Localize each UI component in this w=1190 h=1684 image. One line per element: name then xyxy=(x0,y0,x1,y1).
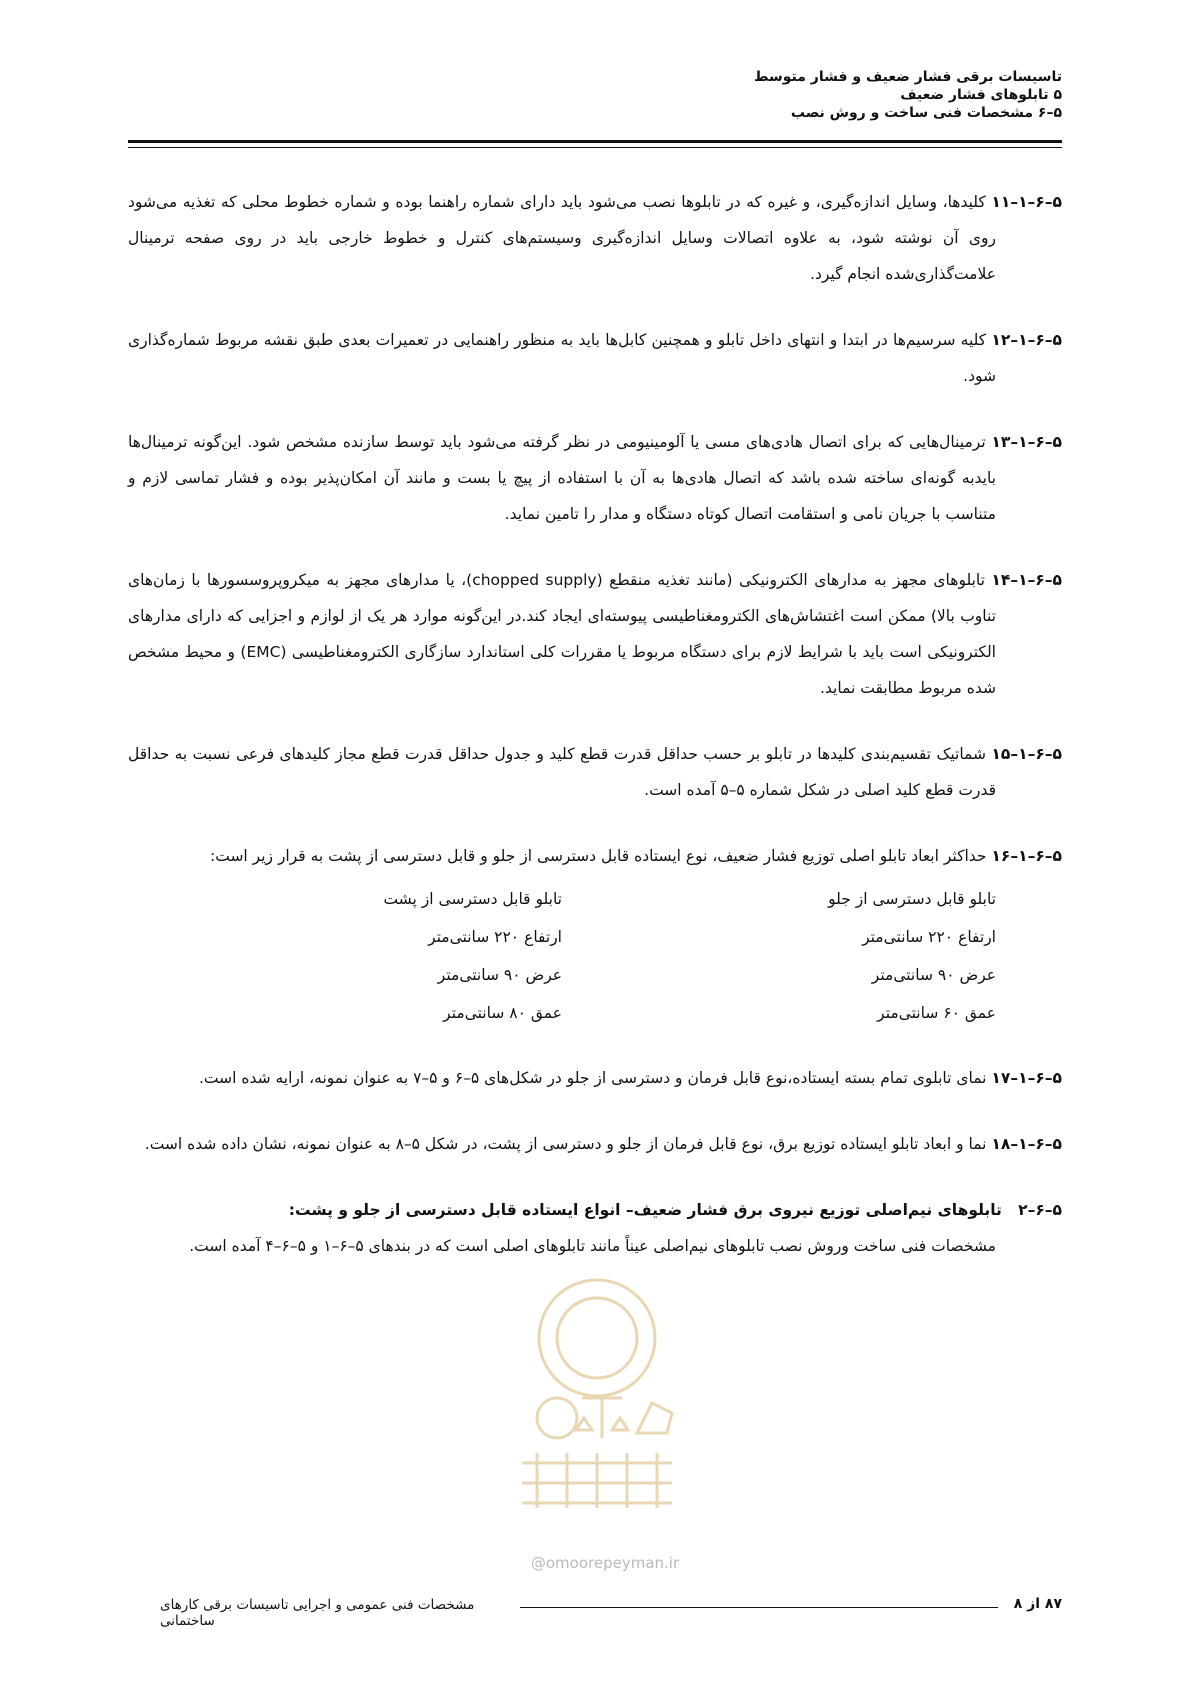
clause-text: ترمینال‌هایی که برای اتصال هادی‌های مسی یا آلومینیومی در نظر گرفته می‌شود باید توسط سازنده مشخص شود. این‌گونه ترمینال‌ها بایدبه گونه‌ای ساخته شده باشد که اتصال هادی‌ها به آن با استفاده از پیچ یا بست و مانند آن امکان‌پذیر بوده و فشار تماسی لازم و متناسب با جریان نامی و استقامت اتصال کوتاه دستگاه و مدار را تامین نماید. xyxy=(128,433,996,523)
watermark-inner-ring xyxy=(557,1298,637,1378)
clause-number: ۵–۶–۱–۱۷ xyxy=(991,1069,1062,1087)
page-number: ۸۷ از ۸ xyxy=(1013,1596,1062,1612)
footer-rule xyxy=(520,1607,998,1608)
clause-number: ۵–۶–۱–۱۸ xyxy=(991,1135,1062,1153)
clause-text: حداکثر ابعاد تابلو اصلی توزیع فشار ضعیف، نوع ایستاده قابل دسترسی از جلو و قابل دسترسی از پشت به قرار زیر است: xyxy=(210,847,987,865)
clause-number: ۵–۶–۱–۱۱ xyxy=(991,193,1062,211)
clause-number: ۵–۶–۱–۱۵ xyxy=(991,745,1062,763)
section-body: مشخصات فنی ساخت وروش نصب تابلوهای نیم‌اصلی عیناً مانند تابلوهای اصلی است که در بندهای ۵–۶–۱ و ۵–۶–۴ آمده است. xyxy=(189,1237,996,1255)
clause-text: نمای تابلوی تمام بسته ایستاده،نوع قابل فرمان و دسترسی از جلو در شکل‌های ۵–۶ و ۵–۷ به عنوان نمونه، ارایه شده است. xyxy=(198,1069,987,1087)
section-title: تابلوهای نیم‌اصلی توزیع نیروی برق فشار ضعیف– انواع ایستاده قابل دسترسی از جلو و پشت: xyxy=(288,1201,1002,1219)
clause-number: ۵–۶–۱–۱۲ xyxy=(991,331,1062,349)
page-content xyxy=(128,184,1062,1264)
back-access-width: عرض ۹۰ سانتی‌متر xyxy=(437,966,562,984)
clause-text: نما و ابعاد تابلو ایستاده توزیع برق، نوع قابل فرمان از جلو و دسترسی از پشت، در شکل ۵–۸ به عنوان نمونه، نشان داده شده است. xyxy=(144,1135,987,1153)
section-heading xyxy=(128,1192,1062,1228)
watermark-scale-icon xyxy=(576,1398,628,1438)
watermark-grid xyxy=(522,1453,672,1508)
header-line-3: ۵–۶ مشخصات فنی ساخت و روش نصب xyxy=(790,105,1062,121)
clause-16 xyxy=(128,838,1062,874)
clause-text: کلیدها، وسایل اندازه‌گیری، و غیره که در تابلوها نصب می‌شود باید دارای شماره راهنما بوده و شماره خطوط محلی که تغذیه می‌شود روی آن نوشته شود، به علاوه اتصالات وسایل اندازه‌گیری وسیستم‌های کنترل و خطوط خارجی باید در روی صفحه ترمینال علامت‌گذاری‌شده انجام گیرد. xyxy=(128,193,996,283)
watermark-excavator-icon xyxy=(637,1403,672,1433)
front-access-heading: تابلو قابل دسترسی از جلو xyxy=(828,890,996,908)
clause-11 xyxy=(128,184,1062,292)
clause-text: شماتیک تقسیم‌بندی کلیدها در تابلو بر حسب حداقل قدرت قطع کلید و جدول حداقل قدرت قطع مجاز کلیدهای فرعی نسبت به حداقل قدرت قطع کلید اصلی در شکل شماره ۵–۵ آمده است. xyxy=(128,745,996,799)
clause-14 xyxy=(128,562,1062,706)
clause-18 xyxy=(128,1126,1062,1162)
watermark-seal xyxy=(492,1268,702,1518)
clause-number: ۵–۶–۱–۱۴ xyxy=(991,571,1062,589)
header-line-2: ۵ تابلوهای فشار ضعیف xyxy=(900,87,1062,103)
clause-15 xyxy=(128,736,1062,808)
watermark-gear-icon xyxy=(537,1398,577,1438)
front-access-width: عرض ۹۰ سانتی‌متر xyxy=(871,966,996,984)
dimensions-table xyxy=(128,880,1062,1032)
clause-text: تابلوهای مجهز به مدارهای الکترونیکی (مانند تغذیه منقطع (chopped supply)، یا مدارهای مجهز به میکروپروسسورها با زمان‌های تناوب بالا) ممکن است اغتشاش‌های الکترومغناطیسی پیوسته‌ای ایجاد کند.در این‌گونه موارد هر یک از لوازم و اجزایی که دارای مدارهای الکترونیکی است باید با شرایط لازم برای دستگاه مربوط یا مقررات کلی استاندارد سازگاری الکترومغناطیسی (EMC) و محیط مشخص شده مربوط مطابقت نماید. xyxy=(128,571,996,697)
footer-title: مشخصات فنی عمومی و اجرایی تاسیسات برقی کارهای ساختمانی xyxy=(160,1597,475,1629)
back-access-heading: تابلو قابل دسترسی از پشت xyxy=(383,890,562,908)
clause-17 xyxy=(128,1060,1062,1096)
page-header xyxy=(128,68,1062,122)
clause-text: کلیه سرسیم‌ها در ابتدا و انتهای داخل تابلو و همچنین کابل‌ها باید به منظور راهنمایی در تعمیرات بعدی طبق نقشه مربوط شماره‌گذاری شود. xyxy=(128,331,996,385)
clause-number: ۵–۶–۱–۱۳ xyxy=(991,433,1062,451)
clause-13 xyxy=(128,424,1062,532)
front-access-column xyxy=(562,880,996,1032)
clause-number: ۵–۶–۱–۱۶ xyxy=(991,847,1062,865)
header-line-1: تاسیسات برقی فشار ضعیف و فشار متوسط xyxy=(753,69,1062,85)
front-access-height: ارتفاع ۲۲۰ سانتی‌متر xyxy=(862,928,996,946)
back-access-depth: عمق ۸۰ سانتی‌متر xyxy=(443,1004,562,1022)
back-access-height: ارتفاع ۲۲۰ سانتی‌متر xyxy=(428,928,562,946)
clause-12 xyxy=(128,322,1062,394)
back-access-column xyxy=(128,880,562,1032)
section-5-6-2 xyxy=(128,1192,1062,1264)
section-number: ۵–۶–۲ xyxy=(1018,1201,1062,1219)
header-rule-thick xyxy=(128,140,1062,143)
front-access-depth: عمق ۶۰ سانتی‌متر xyxy=(877,1004,996,1022)
header-rule-thin xyxy=(128,147,1062,148)
watermark-site-text: @omoorepeyman.ir xyxy=(530,1554,680,1572)
